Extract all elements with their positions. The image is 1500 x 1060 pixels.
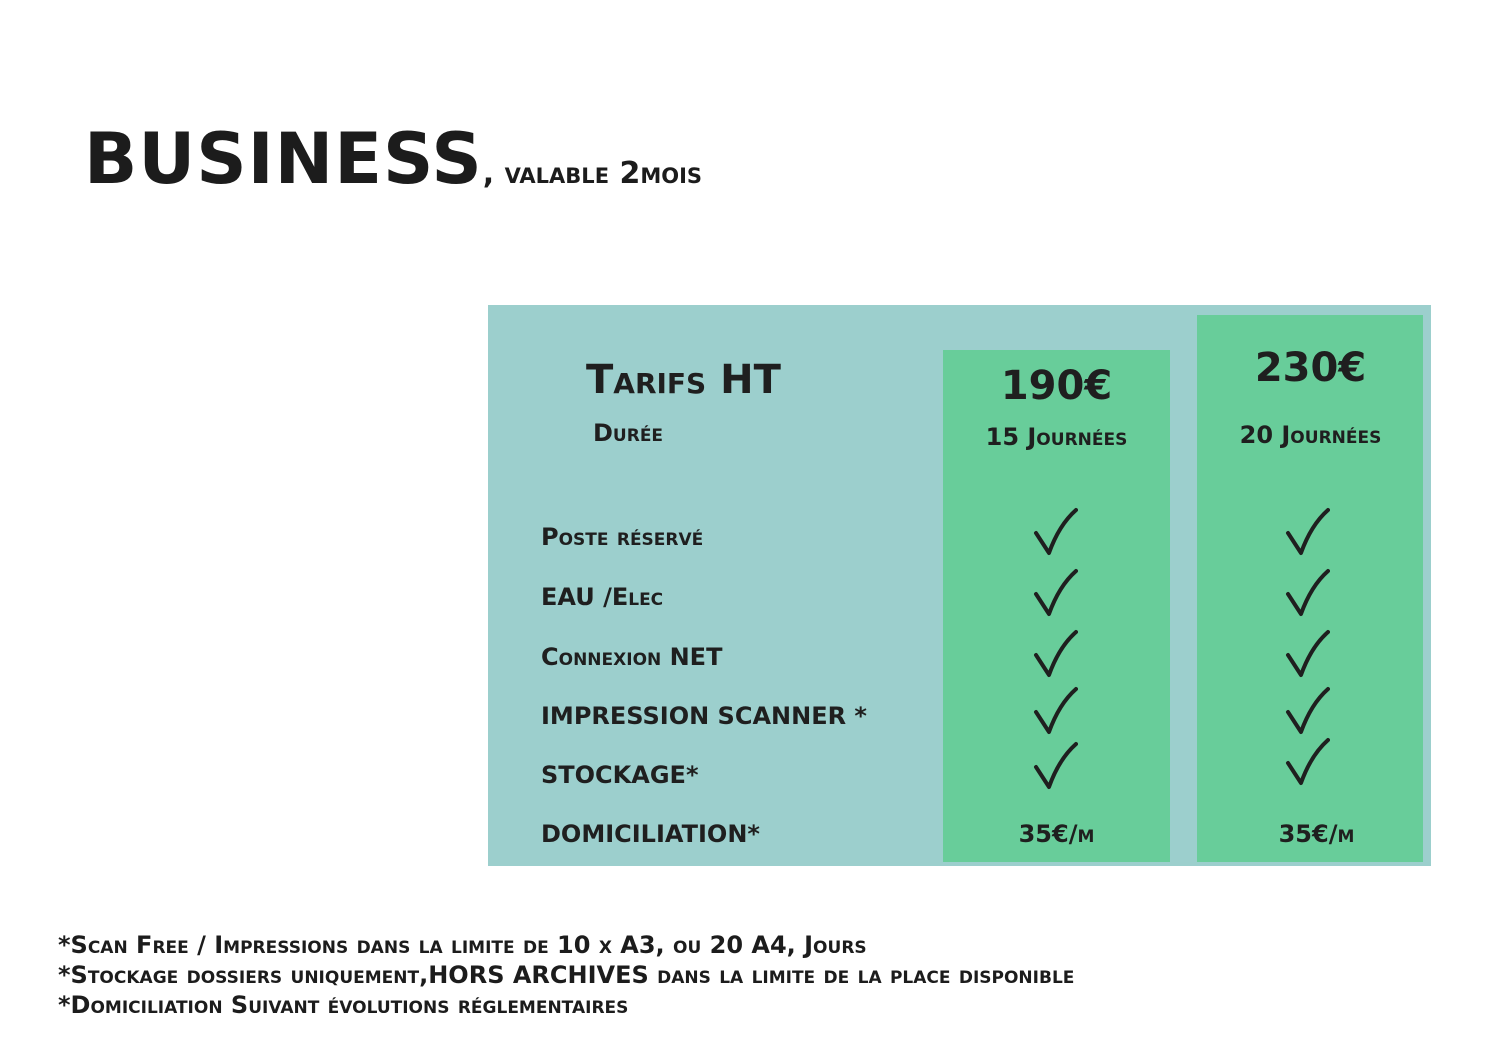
- feature-impression-scanner: IMPRESSION SCANNER *: [541, 702, 867, 730]
- duration-label: Durée: [593, 419, 664, 447]
- page-title-row: [84, 118, 702, 200]
- footnote-scan: *Scan Free / Impressions dans la limite de 10 x A3, ou 20 A4, Jours: [58, 931, 867, 959]
- feature-eau-elec: EAU /Elec: [541, 583, 664, 611]
- footnote-stockage: *Stockage dossiers uniquement,HORS ARCHIVES dans la limite de la place disponible: [58, 961, 1075, 989]
- feature-stockage: STOCKAGE*: [541, 761, 699, 789]
- check-icon: [1284, 737, 1330, 787]
- plan-1-days: 15 Journées: [985, 423, 1128, 451]
- plan-1-price: 190€: [1000, 363, 1113, 409]
- feature-poste-reserve: Poste réservé: [541, 523, 704, 551]
- check-icon: [1032, 507, 1078, 557]
- footnotes: [58, 930, 1074, 1020]
- page-subtitle: , valable 2mois: [482, 156, 703, 191]
- check-icon: [1032, 629, 1078, 679]
- tarifs-heading: Tarifs HT: [586, 357, 781, 403]
- pricing-panel: [488, 305, 1431, 866]
- check-icon: [1284, 629, 1330, 679]
- plan-1-domiciliation-price: 35€/m: [1018, 820, 1095, 848]
- plan-2-price: 230€: [1254, 345, 1367, 391]
- plan-2-days: 20 Journées: [1239, 421, 1382, 449]
- page-title: BUSINESS: [84, 118, 483, 200]
- feature-connexion-net: Connexion NET: [541, 643, 723, 671]
- check-icon: [1284, 686, 1330, 736]
- footnote-domiciliation: *Domiciliation Suivant évolutions réglementaires: [58, 991, 629, 1019]
- check-icon: [1284, 507, 1330, 557]
- check-icon: [1284, 568, 1330, 618]
- check-icon: [1032, 568, 1078, 618]
- plan-2-domiciliation-price: 35€/m: [1278, 820, 1355, 848]
- feature-domiciliation: DOMICILIATION*: [541, 820, 760, 848]
- check-icon: [1032, 686, 1078, 736]
- check-icon: [1032, 741, 1078, 791]
